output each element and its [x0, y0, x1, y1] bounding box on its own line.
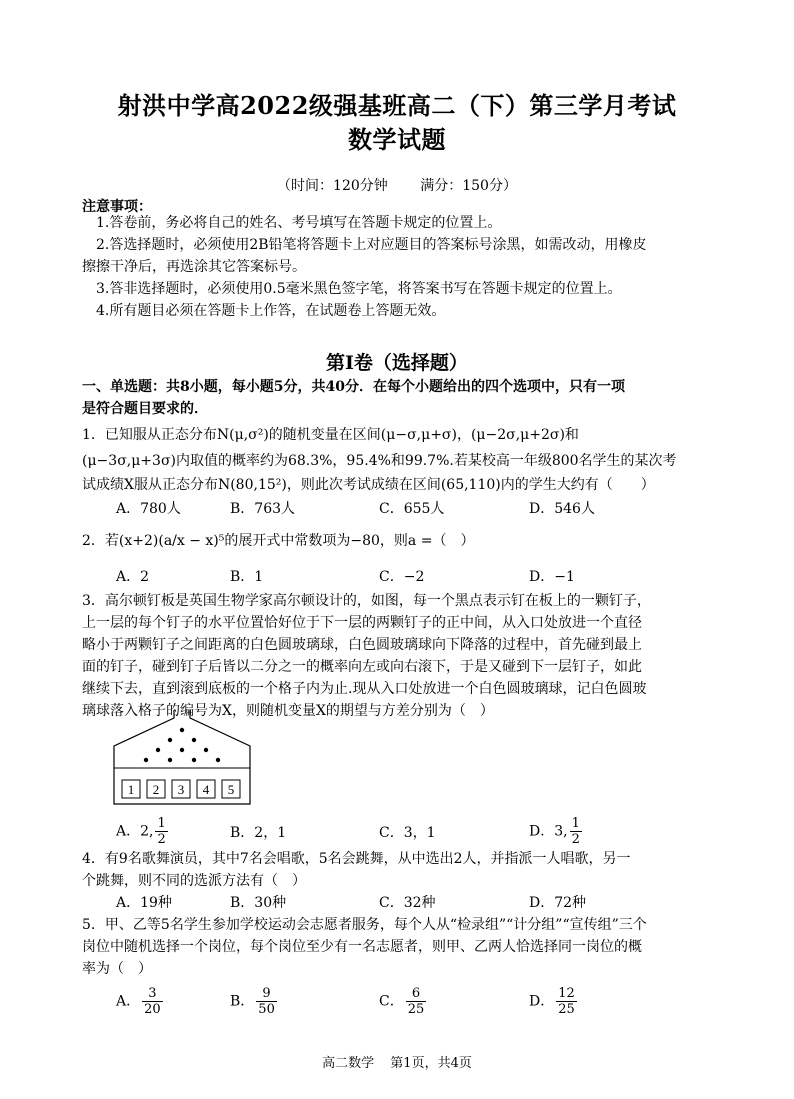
peg-dot	[168, 738, 172, 742]
question-3-line: 继续下去，直到滚到底板的一个格子内为止.现从入口处放进一个白色圆玻璃球，记白色圆玻	[82, 681, 647, 697]
notice-item: 擦擦干净后，再选涂其它答案标号。	[82, 259, 306, 275]
notice-heading: 注意事项：	[82, 199, 152, 215]
exam-subject-title: 数学试题	[348, 125, 446, 154]
peg-dots	[144, 728, 220, 762]
notice-item: 1.答卷前，务必将自己的姓名、考号填写在答题卡规定的位置上。	[96, 215, 502, 231]
peg-dot	[168, 758, 172, 762]
peg-dot	[180, 728, 184, 732]
option-b: B．763人	[230, 501, 296, 517]
option-d-text: D．	[529, 993, 555, 1010]
slot-label: 5	[227, 782, 235, 797]
question-4-line: 个跳舞，则不同的选派方法有（ ）	[82, 873, 306, 889]
fraction	[406, 986, 427, 1017]
option-b: B．1	[230, 569, 264, 585]
slot-label: 3	[177, 782, 185, 797]
option-c	[379, 986, 428, 1017]
section-intro: 一、单选题：共8小题，每小题5分，共40分．在每个小题给出的四个选项中，只有一项	[82, 379, 625, 395]
fraction-denominator: 50	[258, 1002, 275, 1017]
fraction-numerator: 3	[142, 986, 163, 1002]
fraction	[256, 986, 277, 1017]
question-5-line: 5．甲、乙等5名学生参加学校运动会志愿者服务，每个人从“检录组”“计分组”“宣传组”三个	[82, 917, 647, 933]
option-a	[116, 986, 165, 1017]
slot-label: 1	[127, 782, 135, 797]
question-1-line: 试成绩X服从正态分布N(80,15²)，则此次考试成绩在区间(65,110)内的学生大约有（ ）	[82, 477, 655, 493]
option-c-text: C．	[379, 993, 404, 1010]
fraction-numerator: 6	[406, 986, 427, 1002]
peg-dot	[180, 748, 184, 752]
peg-dot	[192, 738, 196, 742]
fraction-denominator: 25	[407, 1002, 425, 1017]
notice-item: 4.所有题目必须在答题卡上作答，在试题卷上答题无效。	[96, 303, 446, 319]
footer-page-number: 第1页，共4页	[390, 1056, 472, 1071]
option-c: C．3，1	[379, 825, 436, 841]
question-3-line: 略小于两颗钉子之间距离的白色圆玻璃球，白色圆玻璃球向下降落的过程中，首先碰到最上	[82, 637, 642, 653]
option-a-text: A．2,	[116, 823, 154, 840]
question-3-options	[116, 816, 716, 846]
question-1-line: (μ−3σ,μ+3σ)内取值的概率约为68.3%，95.4%和99.7%.若某校高一年级800名学生的某次考	[82, 453, 677, 469]
peg-dot	[144, 758, 148, 762]
peg-dot	[204, 748, 208, 752]
peg-dot	[192, 758, 196, 762]
option-d: D．−1	[529, 569, 575, 585]
question-3-line: 3．高尔顿钉板是英国生物学家高尔顿设计的，如图，每一个黑点表示钉在板上的一颗钉子，	[82, 593, 651, 609]
option-a: A．780人	[116, 501, 181, 517]
option-a: A．19种	[116, 895, 172, 911]
slot-label: 2	[152, 782, 160, 797]
option-b: B．2，1	[230, 825, 287, 841]
question-5-line: 岗位中随机选择一个岗位，每个岗位至少有一名志愿者，则甲、乙两人恰选择同一岗位的概	[82, 939, 642, 955]
option-d: D．546人	[529, 501, 595, 517]
section-title: 第Ⅰ卷（选择题）	[326, 352, 468, 374]
question-3-line: 上一层的每个钉子的水平位置恰好位于下一层的两颗钉子的正中间，从入口处放进一个直径	[82, 615, 642, 631]
page-footer	[0, 1052, 794, 1071]
peg-dot	[156, 748, 160, 752]
peg-dot	[216, 758, 220, 762]
notice-item: 3.答非选择题时，必须使用0.5毫米黑色签字笔，将答案书写在答题卡规定的位置上。	[96, 281, 622, 297]
exam-meta	[0, 175, 794, 195]
question-1-line: 1．已知服从正态分布N(μ,σ²)的随机变量在区间(μ−σ,μ+σ)，(μ−2σ,μ+2σ)和	[82, 427, 579, 443]
fraction	[155, 816, 167, 847]
option-c: C．655人	[379, 501, 445, 517]
option-d: D．72种	[529, 895, 587, 911]
fraction	[556, 986, 577, 1017]
exam-score: 满分：150分）	[420, 178, 517, 194]
notice-item: 2.答选择题时，必须使用2B铅笔将答题卡上对应题目的答案标号涂黑，如需改动，用橡皮	[96, 237, 647, 253]
option-b-text: B．	[230, 993, 255, 1010]
fraction-numerator: 12	[558, 986, 575, 1001]
option-d	[529, 816, 584, 847]
section-intro: 是符合题目要求的．	[82, 401, 208, 417]
option-d	[529, 986, 579, 1017]
question-4-line: 4．有9名歌舞演员，其中7名会唱歌，5名会跳舞，从中选出2人，并指派一人唱歌，另一	[82, 851, 631, 867]
fraction	[142, 986, 163, 1017]
fraction-numerator: 1	[571, 816, 580, 831]
question-3-line: 璃球落入格子的编号为X，则随机变量X的期望与方差分别为（ ）	[82, 703, 494, 719]
option-a-text: A．	[116, 993, 141, 1010]
option-a: A．2	[116, 569, 150, 585]
exam-time: （时间：120分钟	[277, 178, 388, 194]
option-c: C．−2	[379, 569, 425, 585]
fraction-denominator: 2	[157, 832, 166, 847]
question-5-options	[116, 986, 716, 1016]
option-b: B．30种	[230, 895, 287, 911]
slot-label: 4	[202, 782, 210, 797]
question-5-line: 率为（ ）	[82, 961, 152, 977]
fraction-denominator: 25	[558, 1002, 575, 1017]
fraction	[570, 816, 582, 847]
fraction-numerator: 1	[157, 816, 166, 831]
option-b	[230, 986, 279, 1017]
option-c: C．32种	[379, 895, 436, 911]
option-a	[116, 816, 170, 847]
option-d-text: D．3,	[529, 823, 568, 840]
galton-board-figure	[112, 708, 252, 808]
fraction-numerator: 9	[256, 986, 277, 1002]
footer-subject: 高二数学	[322, 1056, 375, 1071]
question-2-line: 2．若(x+2)(a/x − x)⁵的展开式中常数项为−80，则a =（ ）	[82, 533, 475, 549]
exam-title: 射洪中学高2022级强基班高二（下）第三学月考试	[117, 91, 677, 120]
fraction-denominator: 20	[144, 1002, 161, 1017]
fraction-denominator: 2	[571, 832, 580, 847]
question-1-options	[116, 498, 716, 528]
question-3-line: 面的钉子，碰到钉子后皆以二分之一的概率向左或向右滚下，于是又碰到下一层钉子，如此	[82, 659, 642, 675]
